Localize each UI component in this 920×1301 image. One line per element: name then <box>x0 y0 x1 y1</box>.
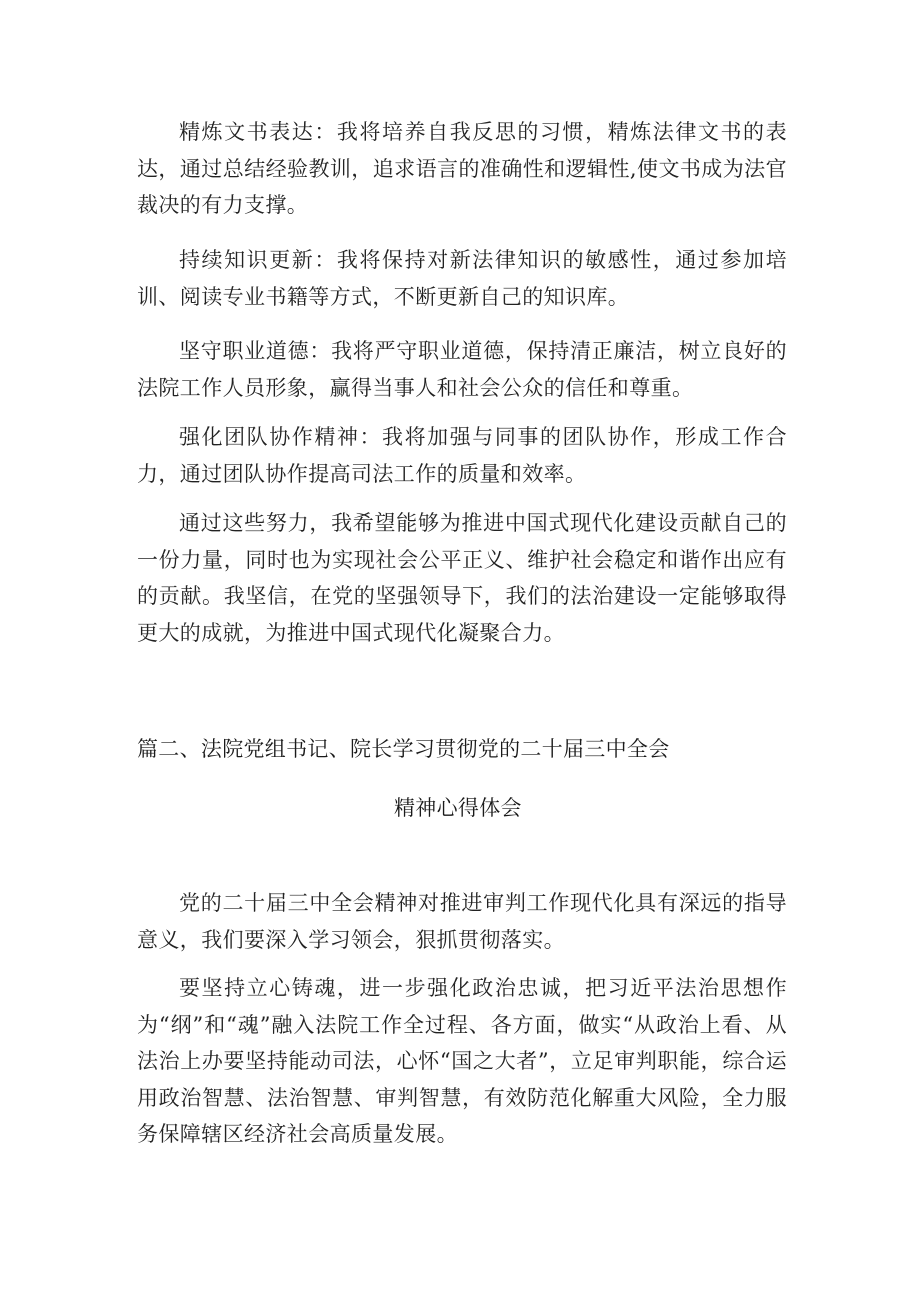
paragraph-conclusion: 通过这些努力，我希望能够为推进中国式现代化建设贡献自己的一份力量，同时也为实现社会公平正义、维护社会稳定和谐作出应有的贡献。我坚信，在党的坚强领导下，我们的法治建设一定能够取得更大的成就，为推进中国式现代化凝聚合力。 <box>137 511 787 645</box>
paragraph-professional-ethics: 坚守职业道德：我将严守职业道德，保持清正廉洁，树立良好的法院工作人员形象，赢得当事人和社会公众的信任和尊重。 <box>137 339 787 400</box>
paragraph-political-loyalty: 要坚持立心铸魂，进一步强化政治忠诚，把习近平法治思想作为“纲”和“魂”融入法院工作全过程、各方面，做实“从政治上看、从法治上办要坚持能动司法，心怀“国之大者”，立足审判职能，综合运用政治智慧、法治智慧、审判智慧，有效防范化解重大风险，全力服务保障辖区经济社会高质量发展。 <box>137 976 787 1147</box>
section-title-line-2: 精神心得体会 <box>394 796 522 820</box>
paragraph-knowledge-update: 持续知识更新：我将保持对新法律知识的敏感性，通过参加培训、阅读专业书籍等方式，不断更新自己的知识库。 <box>137 248 787 309</box>
paragraph-intro: 党的二十届三中全会精神对推进审判工作现代化具有深远的指导意义，我们要深入学习领会，狠抓贯彻落实。 <box>137 891 787 952</box>
paragraph-refine-documents: 精炼文书表达：我将培养自我反思的习惯，精炼法律文书的表达，通过总结经验教训，追求语言的准确性和逻辑性,使文书成为法官裁决的有力支撑。 <box>137 120 787 218</box>
paragraph-team-collaboration: 强化团队协作精神：我将加强与同事的团队协作，形成工作合力，通过团队协作提高司法工作的质量和效率。 <box>137 425 787 486</box>
section-title-line-1: 篇二、法院党组书记、院长学习贯彻党的二十届三中全会 <box>137 737 670 761</box>
